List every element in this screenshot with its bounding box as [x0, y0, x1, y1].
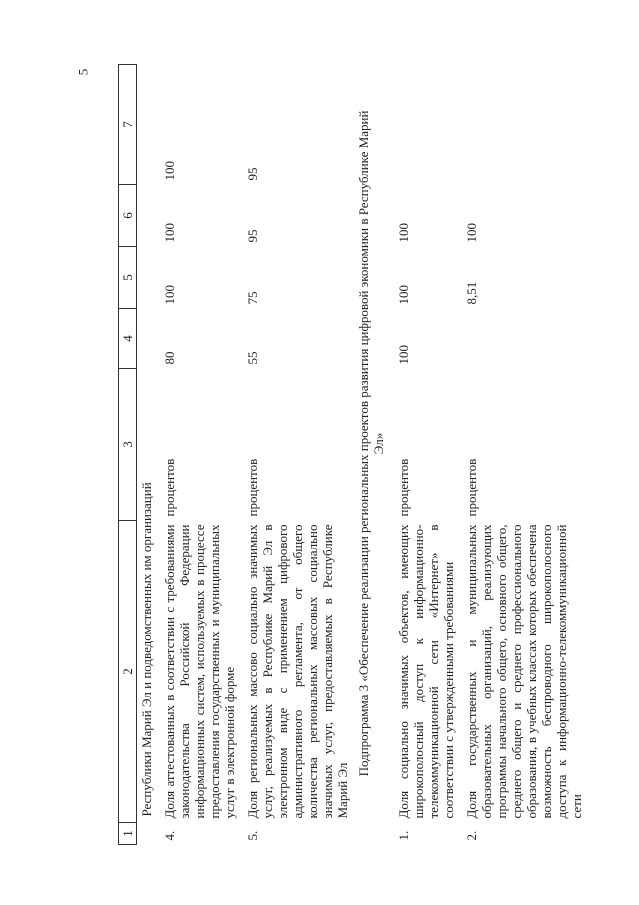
indicator-table — [118, 64, 586, 845]
value-cell: 100 — [396, 223, 411, 243]
value-cell: 8,51 — [464, 281, 479, 305]
table-row — [390, 65, 458, 845]
row-number: 4. — [162, 830, 177, 841]
value-cell: 100 — [162, 285, 177, 305]
indicator-description: Доля региональных массово социально значимых услуг, реализуемых в Республике Марий Эл в электронном виде с применением цифрового административного регламента, от общего количества региональных массовых социально значимых услуг, предоставляемых в Республике Марий Эл — [245, 524, 350, 819]
column-number-row — [119, 65, 137, 845]
value-cell — [390, 65, 458, 185]
page-number: 5 — [75, 68, 91, 76]
value-cell — [458, 309, 586, 369]
section-heading: Республики Марий Эл и подведомственных им организаций — [139, 482, 154, 817]
unit-cell: процентов — [464, 458, 479, 517]
subprogram-heading-row — [352, 65, 390, 845]
subprogram-heading: Подпрограмма 3 «Обеспечение реализации региональных проектов развития цифровой экономики в Республике Марий Эл» — [356, 110, 386, 777]
table-row — [156, 65, 239, 845]
value-cell: 80 — [162, 351, 177, 365]
unit-cell: процентов — [162, 458, 177, 517]
value-cell: 55 — [245, 351, 260, 365]
value-cell: 95 — [245, 167, 260, 181]
value-cell: 95 — [245, 229, 260, 243]
indicator-description: Доля аттестованных в соответствии с требованиями законодательства Российской Федерации информационных систем, используемых в процессе предоставления государственных и муниципальных услуг в электронной форме — [162, 524, 237, 819]
table-row — [239, 65, 352, 845]
row-number: 2. — [464, 830, 479, 841]
column-header: 5 — [119, 247, 137, 309]
table-row — [458, 65, 586, 845]
rotated-table-container — [118, 65, 584, 845]
indicator-description: Доля государственных и муниципальных образовательных организаций, реализующих программы начального общего, основного общего, среднего общего и среднего профессионального образования, в учебных классах которых обеспечена возможность беспроводного широкополосного доступа к информационно-телекоммуникационной сети — [464, 524, 584, 819]
value-cell: 100 — [162, 161, 177, 181]
value-cell: 100 — [162, 223, 177, 243]
column-header: 6 — [119, 185, 137, 247]
column-header: 1 — [119, 823, 137, 845]
value-cell: 100 — [396, 345, 411, 365]
unit-cell: процентов — [396, 458, 411, 517]
indicator-description: Доля социально значимых объектов, имеющих широкополосный доступ к информационно-телекоммуникационной сети «Интернет» в соответствии с утвержденными требованиями — [396, 524, 456, 819]
column-header: 4 — [119, 309, 137, 369]
unit-cell: процентов — [245, 458, 260, 517]
value-cell: 100 — [396, 285, 411, 305]
row-number: 5. — [245, 830, 260, 841]
value-cell: 75 — [245, 291, 260, 305]
value-cell — [458, 65, 586, 185]
column-header: 7 — [119, 65, 137, 185]
value-cell: 100 — [464, 223, 479, 243]
continued-heading-row — [137, 65, 157, 845]
row-number: 1. — [396, 830, 411, 841]
column-header: 3 — [119, 369, 137, 521]
column-header: 2 — [119, 521, 137, 823]
